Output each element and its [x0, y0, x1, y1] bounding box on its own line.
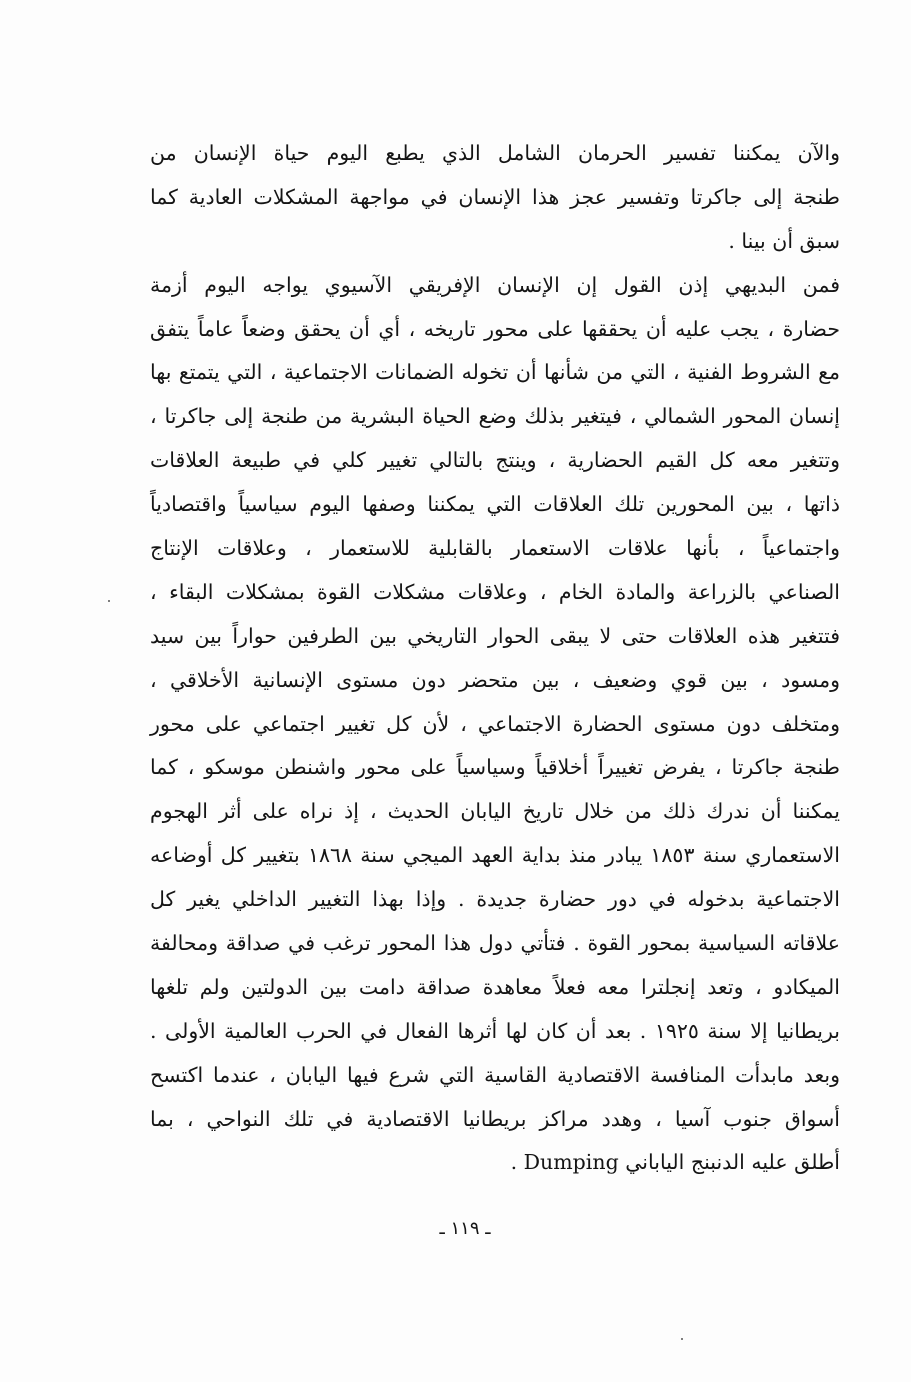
text-line: بريطانيا إلا سنة ١٩٢٥ . بعد أن كان لها أثرها الفعال في الحرب العالمية الأولى .: [150, 1018, 840, 1043]
body-text: [150, 132, 840, 1185]
text-line: يمكننا أن ندرك ذلك من خلال تاريخ اليابان الحديث ، إذ نراه على أثر الهجوم: [150, 799, 840, 824]
paragraph-1: [150, 132, 840, 264]
text-line: الاجتماعية بدخوله في دور حضارة جديدة . وإذا بهذا التغيير الداخلي يغير كل: [150, 887, 840, 912]
text-line: فمن البديهي إذن القول إن الإنسان الإفريقي الآسيوي يواجه اليوم أزمة: [150, 272, 840, 297]
text-line: فتتغير هذه العلاقات حتى لا يبقى الحوار التاريخي بين الطرفين حواراً بين سيد: [150, 623, 840, 648]
text-line: طنجة جاكرتا ، يفرض تغييراً أخلاقياً وسياسياً على محور واشنطن موسكو ، كما: [150, 755, 840, 780]
text-line: علاقاته السياسية بمحور القوة . فتأتي دول هذا المحور ترغب في صداقة ومحالفة: [150, 931, 840, 956]
text-line: الاستعماري سنة ١٨٥٣ يبادر منذ بداية العهد الميجي سنة ١٨٦٨ بتغيير كل أوضاعه: [150, 843, 840, 868]
text-line: ومتخلف دون مستوى الحضارة الاجتماعي ، لأن كل تغيير اجتماعي على محور: [150, 711, 840, 736]
text-line: مع الشروط الفنية ، التي من شأنها أن تخوله الضمانات الاجتماعية ، التي يتمتع بها: [150, 360, 840, 385]
paragraph-2: [150, 264, 840, 1186]
text-line: أسواق جنوب آسيا ، وهدد مراكز بريطانيا الاقتصادية في تلك النواحي ، بما: [150, 1106, 840, 1131]
text-line: واجتماعياً ، بأنها علاقات الاستعمار بالقابلية للاستعمار ، وعلاقات الإنتاج: [150, 536, 840, 561]
text-line: طنجة إلى جاكرتا وتفسير عجز هذا الإنسان في مواجهة المشكلات العادية كما: [150, 184, 840, 209]
text-line: وتتغير معه كل القيم الحضارية ، وينتج بالتالي تغيير كلي في طبيعة العلاقات: [150, 448, 840, 473]
scan-speck: [108, 600, 110, 602]
text-line: ذاتها ، بين المحورين تلك العلاقات التي يمكننا وصفها اليوم سياسياً واقتصادياً: [150, 492, 840, 517]
text-line: أطلق عليه الدنبنج الياباني Dumping .: [510, 1150, 840, 1175]
text-line: الصناعي بالزراعة والمادة الخام ، وعلاقات مشكلات القوة بمشكلات البقاء ،: [150, 579, 840, 604]
text-line: حضارة ، يجب عليه أن يحققها على محور تاريخه ، أي أن يحقق وضعاً عاماً يتفق: [150, 316, 840, 341]
text-line: الميكادو ، وتعد إنجلترا معه فعلاً معاهدة صداقة دامت بين الدولتين ولم تلغها: [150, 974, 840, 999]
page-number: ـ ١١٩ ـ: [439, 1218, 491, 1239]
text-line: ومسود ، بين قوي وضعيف ، بين متحضر دون مستوى الإنسانية الأخلاقي ،: [150, 667, 840, 692]
scan-speck: [681, 1338, 683, 1340]
text-line: وبعد مابدأت المنافسة الاقتصادية القاسية التي شرع فيها اليابان ، عندما اكتسح: [150, 1062, 840, 1087]
text-line: إنسان المحور الشمالي ، فيتغير بذلك وضع الحياة البشرية من طنجة إلى جاكرتا ،: [150, 404, 840, 429]
text-line: والآن يمكننا تفسير الحرمان الشامل الذي يطبع اليوم حياة الإنسان من: [150, 141, 840, 165]
text-line: سبق أن بينا .: [728, 228, 840, 253]
